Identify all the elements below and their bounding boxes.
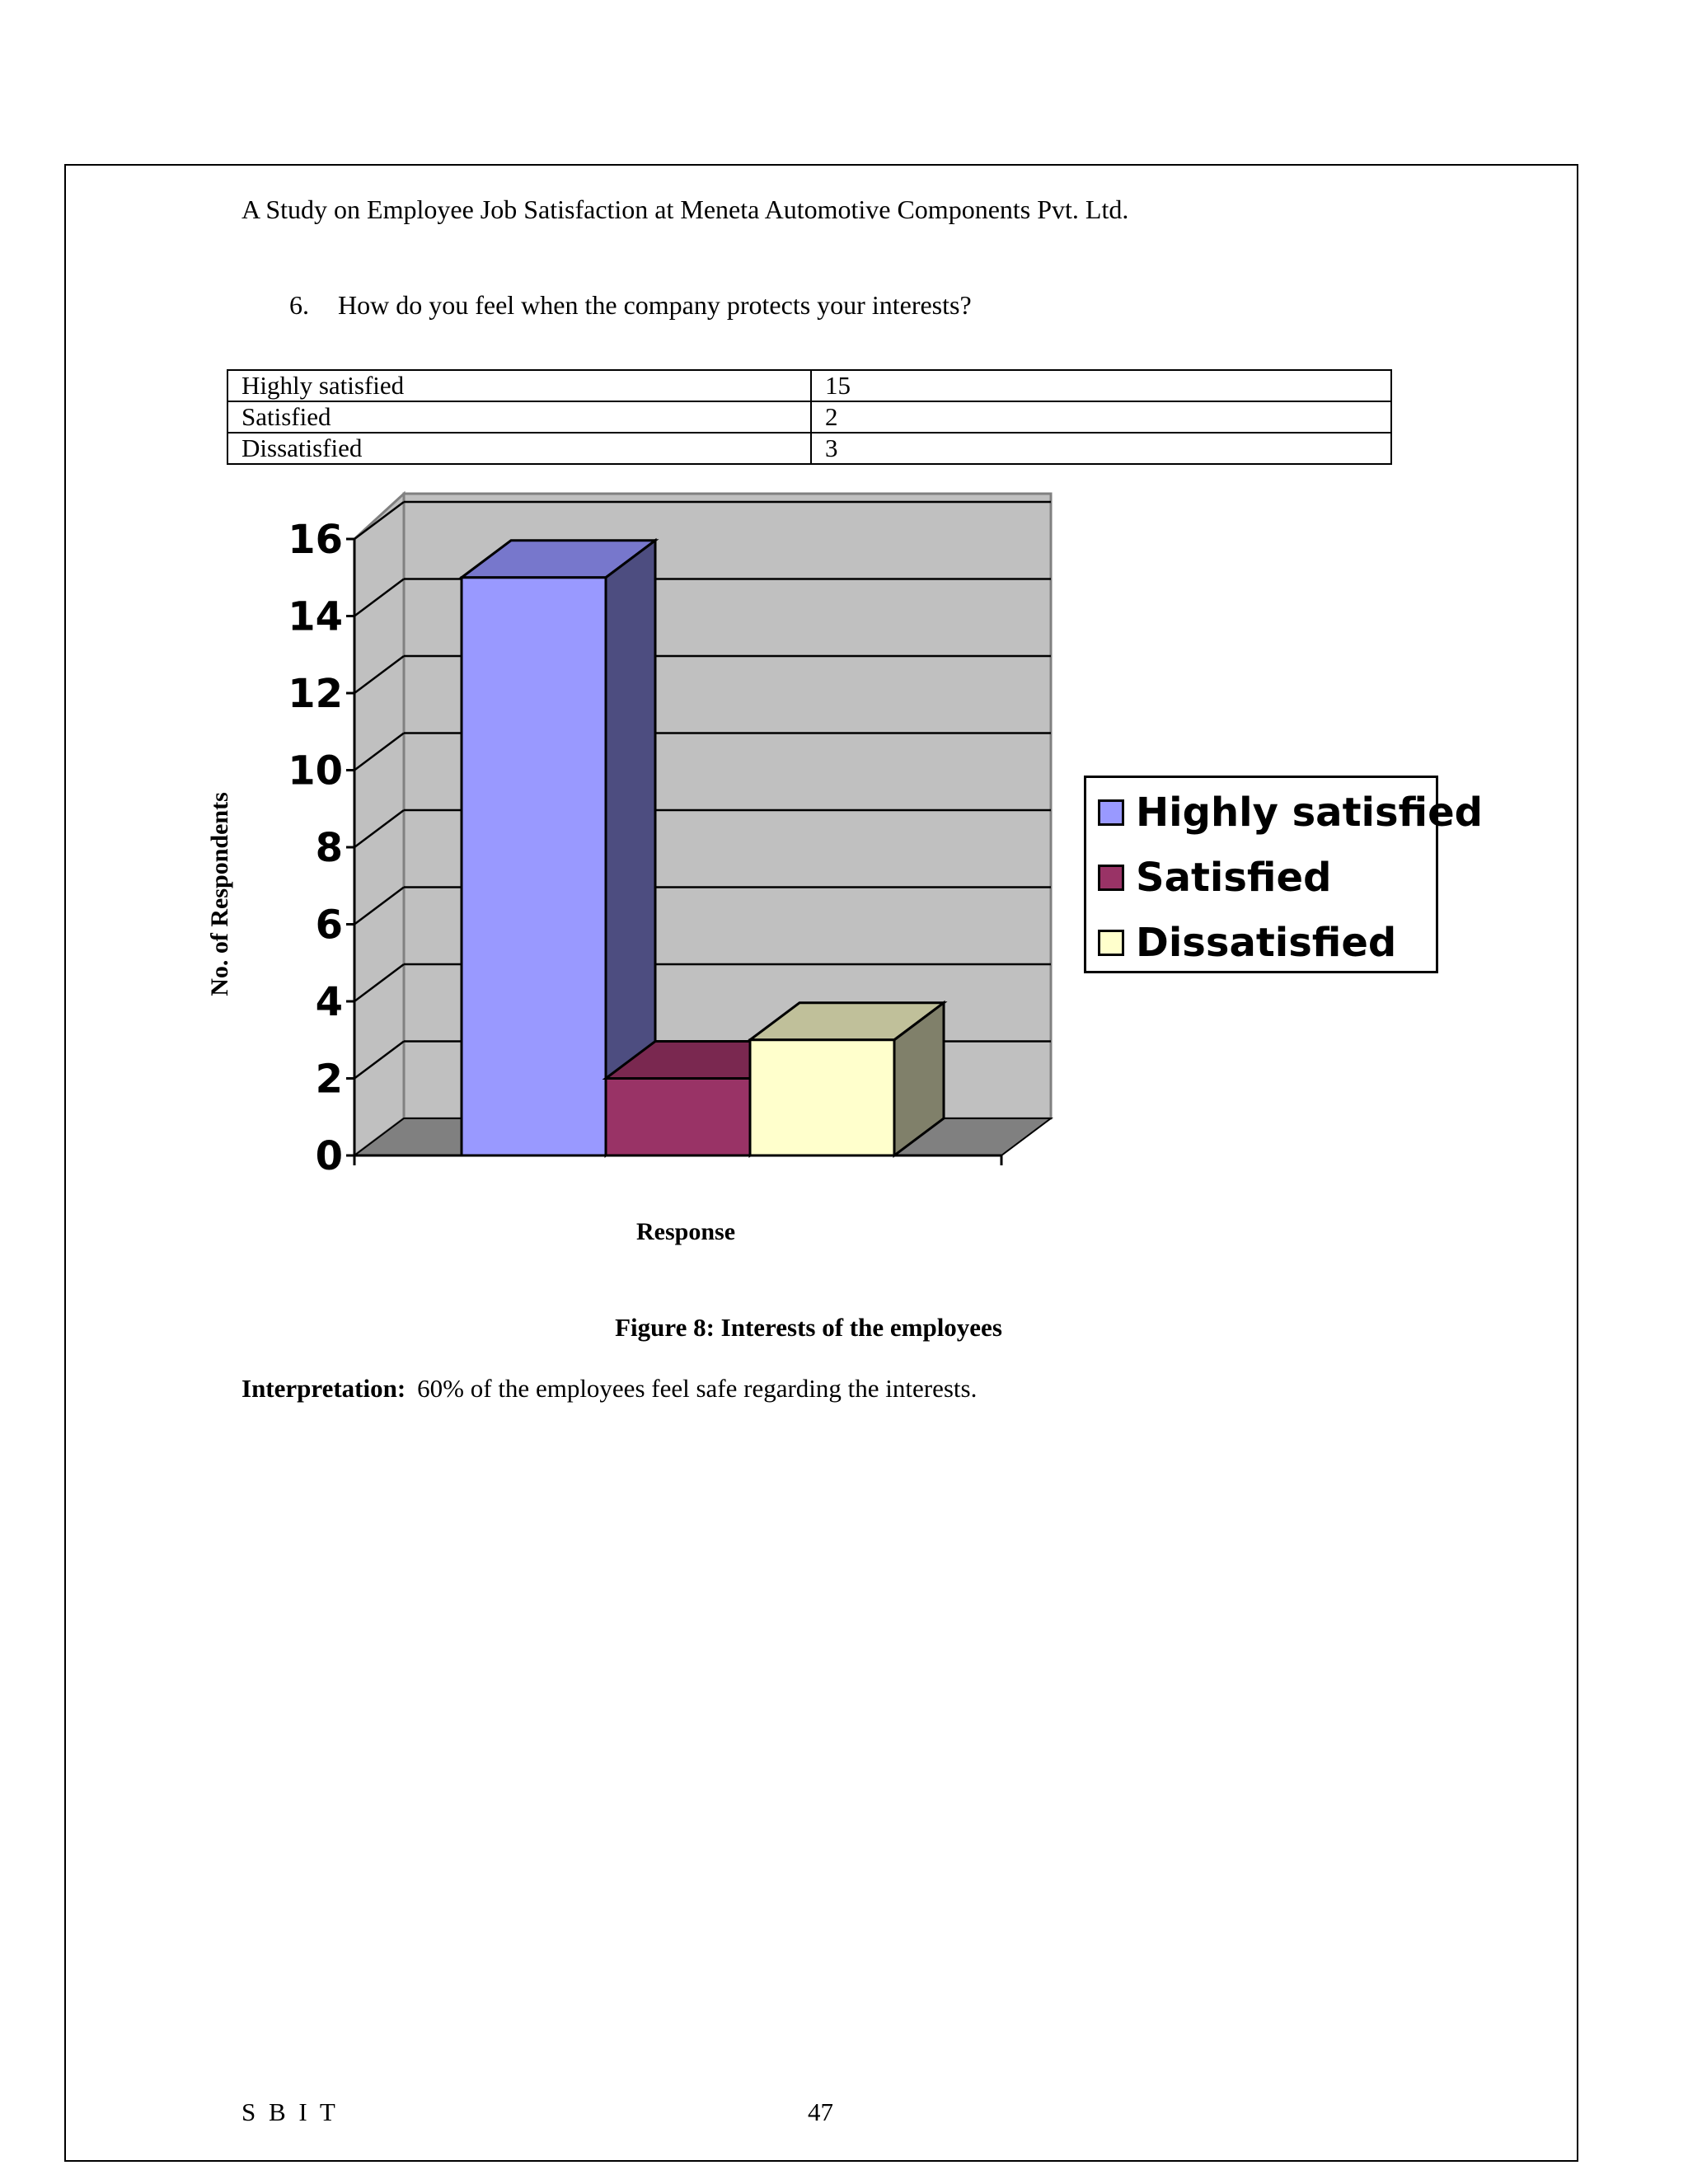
y-axis-label: No. of Respondents bbox=[206, 792, 233, 996]
bar-dissatisfied bbox=[750, 1040, 894, 1155]
y-tick-label: 4 bbox=[315, 979, 343, 1025]
legend-label: Highly satisfied bbox=[1136, 790, 1484, 836]
table-cell-label: Satisfied bbox=[227, 401, 811, 433]
y-tick-label: 8 bbox=[315, 825, 343, 871]
table-cell-value: 3 bbox=[811, 433, 1391, 464]
interpretation bbox=[241, 1374, 977, 1404]
chart-legend bbox=[1084, 776, 1484, 973]
y-tick-label: 0 bbox=[315, 1133, 343, 1179]
question-text: How do you feel when the company protects your interests? bbox=[338, 290, 972, 320]
table-cell-label: Highly satisfied bbox=[227, 370, 811, 401]
y-tick-label: 12 bbox=[288, 671, 343, 717]
y-tick-label: 2 bbox=[315, 1056, 343, 1103]
document-header-title: A Study on Employee Job Satisfaction at Meneta Automotive Components Pvt. Ltd. bbox=[241, 194, 1129, 224]
table-cell-value: 2 bbox=[811, 401, 1391, 433]
y-tick-label: 14 bbox=[288, 593, 343, 640]
y-tick-label: 6 bbox=[315, 902, 343, 949]
y-tick-label: 16 bbox=[288, 517, 343, 563]
footer-institution: S B I T bbox=[241, 2097, 339, 2126]
legend-swatch bbox=[1098, 865, 1124, 891]
chart-side-wall bbox=[354, 494, 404, 1155]
table-cell-label: Dissatisfied bbox=[227, 433, 811, 464]
interpretation-label: Interpretation: bbox=[241, 1374, 406, 1403]
legend-label: Dissatisfied bbox=[1136, 920, 1397, 966]
figure-caption: Figure 8: Interests of the employees bbox=[615, 1313, 1002, 1342]
legend-item-satisfied bbox=[1098, 853, 1331, 902]
y-tick-label: 10 bbox=[288, 748, 343, 794]
bar-highly-satisfied bbox=[462, 578, 606, 1155]
question-number: 6. bbox=[289, 290, 309, 320]
x-axis-label: Response bbox=[635, 1218, 736, 1245]
legend-item-dissatisfied bbox=[1098, 918, 1396, 968]
legend-item-highly-satisfied bbox=[1098, 788, 1483, 837]
legend-swatch bbox=[1098, 799, 1124, 826]
legend-swatch bbox=[1098, 930, 1124, 956]
bar-satisfied bbox=[606, 1079, 750, 1156]
legend-label: Satisfied bbox=[1136, 855, 1332, 901]
table-cell-value: 15 bbox=[811, 370, 1391, 401]
interpretation-text: 60% of the employees feel safe regarding the interests. bbox=[417, 1374, 978, 1403]
page-number: 47 bbox=[808, 2097, 833, 2126]
